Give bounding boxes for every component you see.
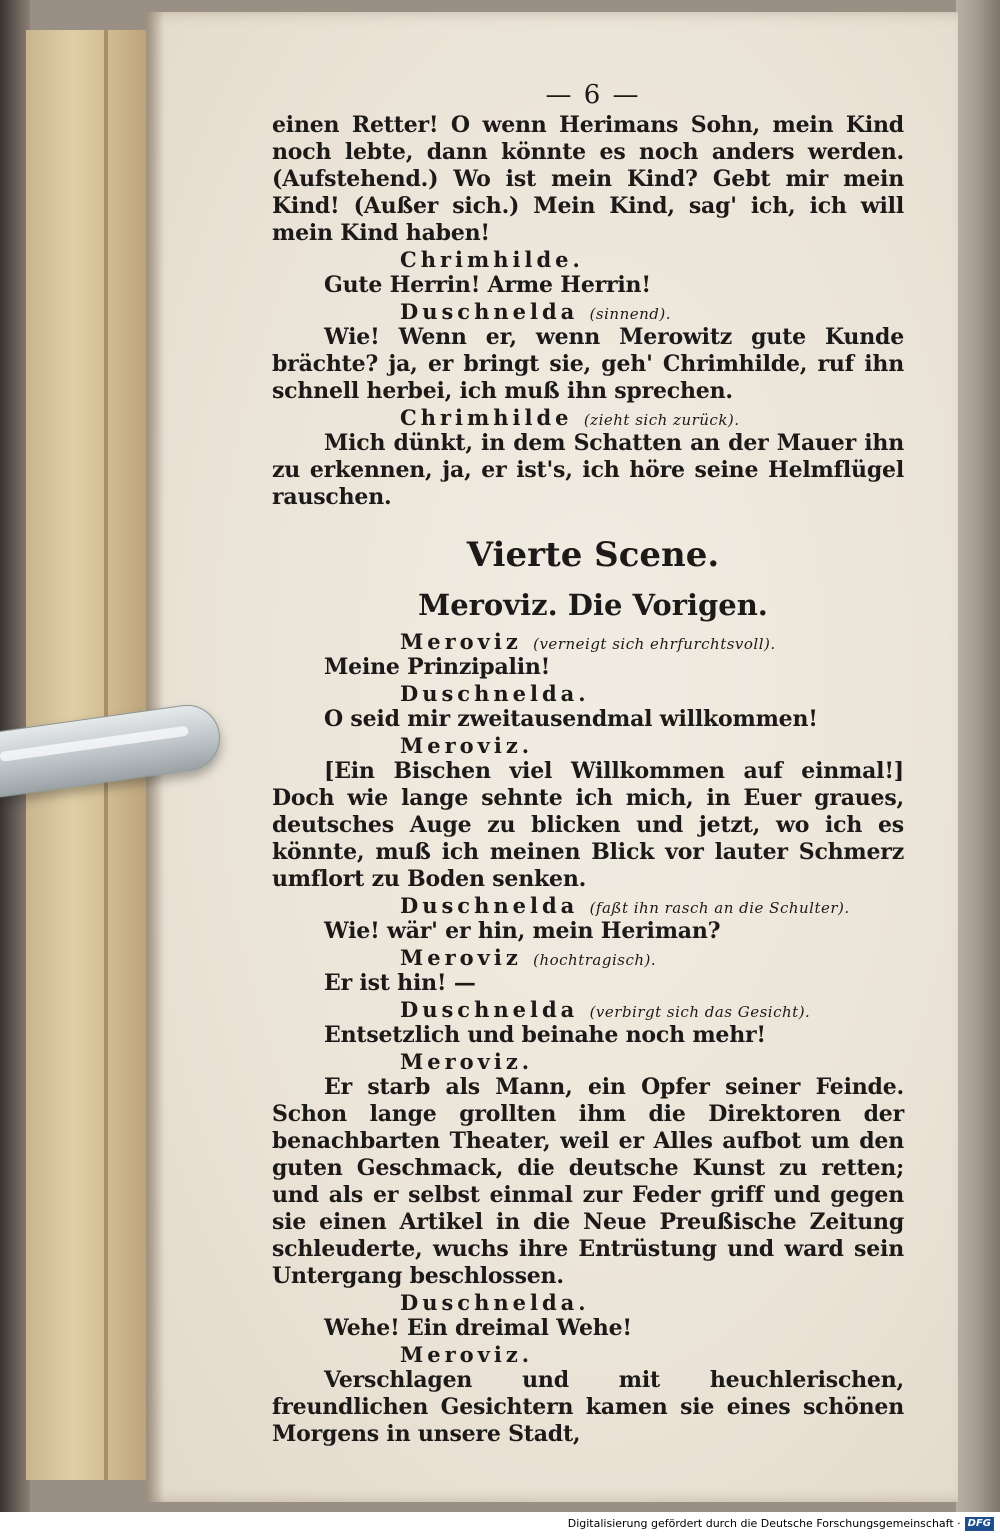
stage-direction: (verbirgt sich das Gesicht). [589,1003,811,1021]
dialogue-paragraph: O seid mir zweitausendmal willkommen! [324,706,818,732]
speaker-line [400,733,904,758]
dialogue-paragraph: Wie! Wenn er, wenn Merowitz gute Kunde brächte? ja, er bringt sie, geh' Chrimhilde, ruf ihn schnell herbei, ich muß ihn sprechen. [272,324,904,404]
speaker-name: Chrimhilde [400,405,573,430]
stage-direction: (zieht sich zurück). [583,411,740,429]
speaker-name: Chrimhilde. [400,247,584,272]
speaker-name: Meroviz. [400,1342,534,1367]
speaker-name: Meroviz. [400,733,534,758]
dialogue-paragraph: Er ist hin! — [324,970,476,996]
dialogue-paragraph: Gute Herrin! Arme Herrin! [324,272,651,298]
speaker-line [400,893,904,918]
page-number: — 6 — [545,80,641,110]
dialogue-paragraph: Entsetzlich und beinahe noch mehr! [324,1022,766,1048]
speaker-line [400,997,904,1022]
stage-direction: (hochtragisch). [533,951,657,969]
stage-direction: (sinnend). [589,305,672,323]
dialogue-paragraph: Er starb als Mann, ein Opfer seiner Feinde. Schon lange grollten ihm die Direktoren der benachbarten Theater, weil er Alles aufbot um den guten Geschmack, die deutsche Kunst zu retten; und als er selbst einmal zur Feder griff und gegen sie einen Artikel in die Neue Preußische Zeitung schleuderte, wuchs ihre Entrüstung und ward sein Untergang beschlossen. [272,1074,904,1289]
speaker-name: Duschnelda. [400,681,590,706]
speaker-line [400,1290,904,1315]
dialogue-paragraph: Verschlagen und mit heuchlerischen, freundlichen Gesichtern kamen sie eines schönen Morgens in unsere Stadt, [272,1367,904,1447]
footer-credit: Digitalisierung gefördert durch die Deutsche Forschungsgemeinschaft · [567,1517,961,1530]
scene-characters: Meroviz. Die Vorigen. [418,588,768,622]
dialogue-paragraph: Meine Prinzipalin! [324,654,551,680]
speaker-line [400,945,904,970]
page-text [272,78,904,1448]
book-edge-right [956,0,1000,1512]
speaker-line [400,681,904,706]
speaker-name: Meroviz. [400,1049,534,1074]
dialogue-paragraph: einen Retter! O wenn Herimans Sohn, mein Kind noch lebte, dann könnte es noch anders werden. (Aufstehend.) Wo ist mein Kind? Gebt mir mein Kind! (Außer sich.) Mein Kind, sag' ich, ich will mein Kind haben! [272,112,904,246]
speaker-name: Duschnelda. [400,1290,590,1315]
speaker-name: Duschnelda [400,997,579,1022]
speaker-line [400,629,904,654]
speaker-line [400,1049,904,1074]
scene-heading: Vierte Scene. [466,535,720,575]
speaker-name: Meroviz [400,629,522,654]
speaker-name: Duschnelda [400,893,579,918]
speaker-line [400,1342,904,1367]
speaker-name: Meroviz [400,945,522,970]
speaker-name: Duschnelda [400,299,579,324]
dfg-logo: DFG [965,1517,994,1531]
digitization-footer [0,1512,1000,1536]
dialogue-paragraph: [Ein Bischen viel Willkommen auf einmal!] Doch wie lange sehnte ich mich, in Euer graues, deutsches Auge zu blicken und jetzt, wo ich es könnte, muß ich meinen Blick vor lauter Schmerz umflort zu Boden senken. [272,758,904,892]
stage-direction: (verneigt sich ehrfurchtsvoll). [533,635,776,653]
speaker-line [400,299,904,324]
dialogue-paragraph: Wie! wär' er hin, mein Heriman? [324,918,721,944]
dialogue-paragraph: Mich dünkt, in dem Schatten an der Mauer ihn zu erkennen, ja, er ist's, ich höre seine Helmflügel rauschen. [272,430,904,510]
speaker-line [400,405,904,430]
stage-direction: (faßt ihn rasch an die Schulter). [589,899,850,917]
dialogue-paragraph: Wehe! Ein dreimal Wehe! [324,1315,632,1341]
speaker-line [400,247,904,272]
